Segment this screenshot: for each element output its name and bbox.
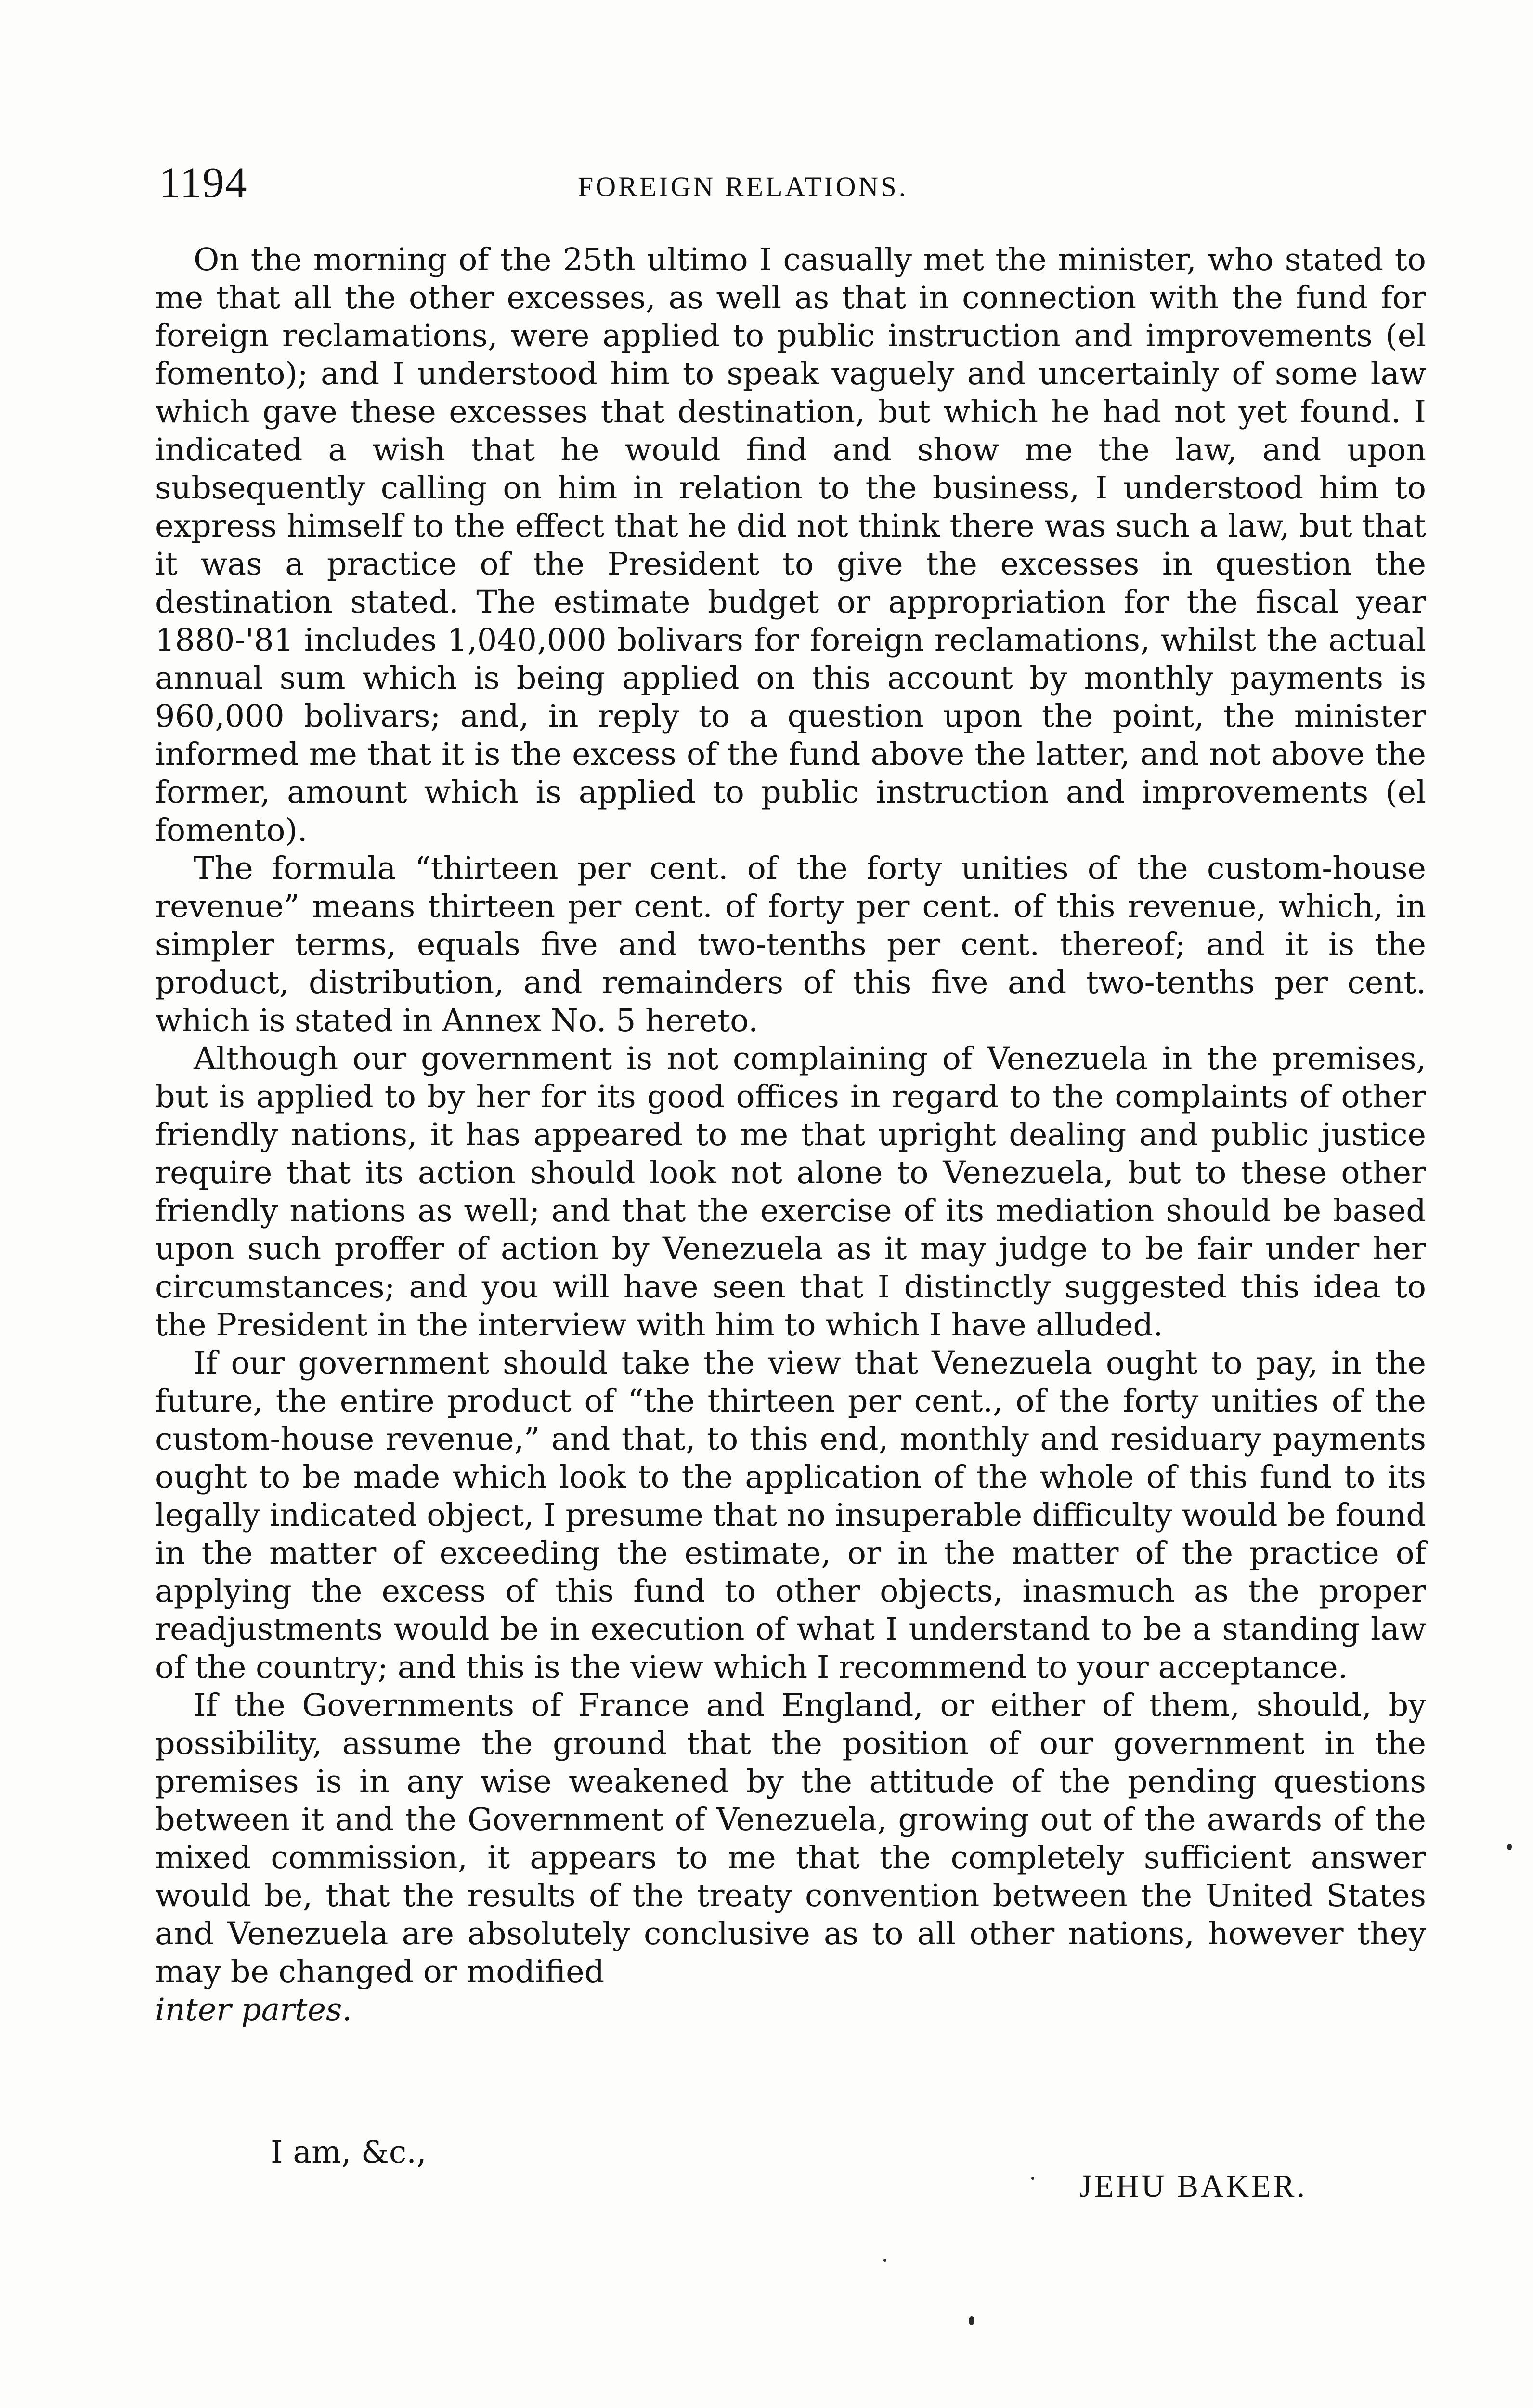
paragraph-5: If the Governments of France and England, or either of them, should, by possibility, assume the ground that the position of our government in the premises is in any wise weakened by the attitude of the pending questions between it and the Government of Venezuela, growing out of the awards of the mixed commission, it appears to me that the completely sufficient answer would be, that the results of the treaty convention between the United States and Venezuela are absolutely conclusive as to all other nations, however they may be changed or modified [155, 1688, 1426, 1990]
running-title: FOREIGN RELATIONS. [578, 171, 909, 202]
letter-closing [155, 2133, 1426, 2230]
complimentary-close: I am, &c., [271, 2134, 427, 2171]
ink-speck [969, 2316, 974, 2325]
paragraph-4: If our government should take the view that Venezuela ought to pay, in the future, the entire product of “the thirteen per cent., of the forty unities of the custom-house revenue,” and that, to this end, monthly and residuary payments ought to be made which look to the application of the whole of this fund to its legally indicated object, I presume that no insuperable difficulty would be found in the matter of exceeding the estimate, or in the matter of the practice of applying the excess of this fund to other objects, inasmuch as the proper readjustments would be in execution of what I understand to be a standing law of the country; and this is the view which I recommend to your acceptance. [155, 1345, 1426, 1686]
ink-speck [1031, 2177, 1034, 2180]
paragraph-3: Although our government is not complaining of Venezuela in the premises, but is applied to by her for its good offices in regard to the complaints of other friendly nations, it has appeared to me that upright dealing and public justice require that its action should look not alone to Venezuela, but to these other friendly nations as well; and that the exercise of its mediation should be based upon such proffer of action by Venezuela as it may judge to be fair under her circumstances; and you will have seen that I distinctly suggested this idea to the President in the interview with him to which I have alluded. [155, 1041, 1426, 1343]
signature: JEHU BAKER. [1079, 2169, 1308, 2204]
ink-speck [883, 2259, 886, 2262]
paragraph-5-tail-italic: inter partes. [155, 1992, 352, 2028]
ink-speck [1507, 1844, 1512, 1850]
page-number: 1194 [159, 159, 248, 207]
paragraph-2: The formula “thirteen per cent. of the forty unities of the custom-house revenue” means thirteen per cent. of forty per cent. of this revenue, which, in simpler terms, equals five and two-tenths per cent. thereof; and it is the product, distribution, and remainders of this five and two-tenths per cent. which is stated in Annex No. 5 hereto. [155, 851, 1426, 1039]
letter-body [155, 241, 1426, 2029]
running-head [159, 159, 1401, 207]
paragraph-1: On the morning of the 25th ultimo I casually met the minister, who stated to me that all the other excesses, as well as that in connection with the fund for foreign reclamations, were applied to public instruction and improvements (el fomento); and I understood him to speak vaguely and uncertainly of some law which gave these excesses that destination, but which he had not yet found. I indicated a wish that he would find and show me the law, and upon subsequently calling on him in relation to the business, I understood him to express himself to the effect that he did not think there was such a law, but that it was a practice of the President to give the excesses in question the destination stated. The estimate budget or appropriation for the fiscal year 1880-'81 includes 1,040,000 bolivars for foreign reclamations, whilst the actual annual sum which is being applied on this account by monthly payments is 960,000 bolivars; and, in reply to a question upon the point, the minister informed me that it is the excess of the fund above the latter, and not above the former, amount which is applied to public instruction and improvements (el fomento). [155, 242, 1426, 849]
